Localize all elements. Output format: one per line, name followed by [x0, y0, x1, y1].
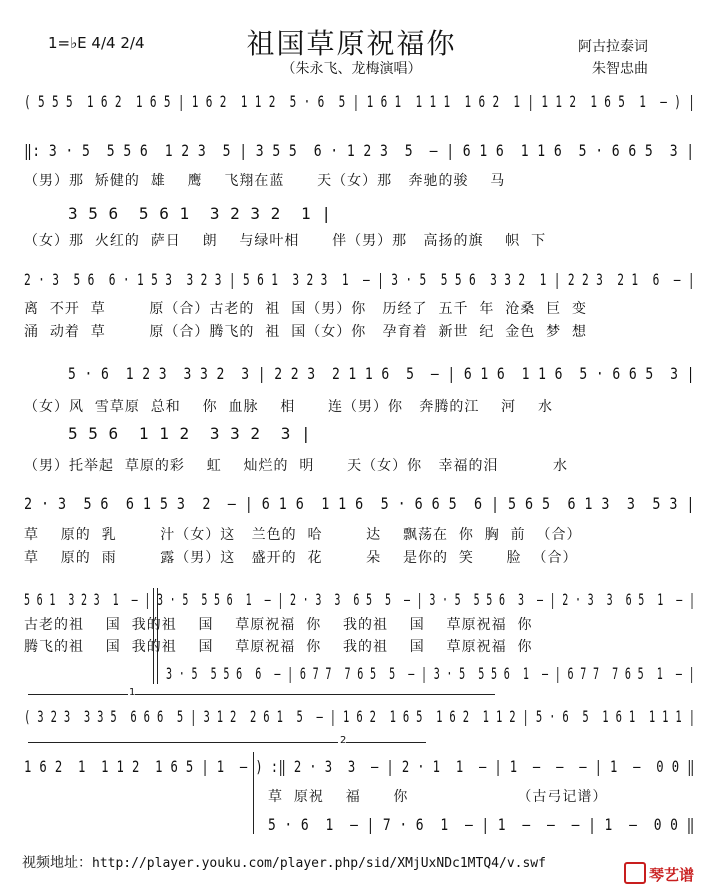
logo-icon	[624, 862, 646, 884]
lyrics-line-3b: 涌 动着 草 原（合）腾飞的 祖 国（女）你 孕育着 新世 纪 金色 梦 想	[24, 324, 588, 340]
volta-1-bracket-tail	[135, 694, 495, 695]
logo-text: 琴艺谱	[649, 866, 695, 884]
volta-1-label: 1	[129, 687, 136, 698]
score-line-1: ‖: 3 · 5 5 5 6 1 2 3 5 | 3 5 5 6 · 1 2 3 5 – | 6 1 6 1 1 6 5 · 6 6 5 3 |	[24, 141, 695, 160]
lyrics-line-7b: 腾飞的祖 国 我的祖 国 草原祝福 你 我的祖 国 草原祝福 你	[24, 639, 533, 655]
volta-1-bracket	[28, 694, 128, 695]
lyrics-line-4: （女）风 雪草原 总和 你 血脉 相 连（男）你 奔腾的江 河 水	[24, 399, 553, 415]
volta-2-bracket	[28, 742, 338, 743]
score-line-intro: ( 5 5 5 1 6 2 1 6 5 | 1 6 2 1 1 2 5 · 6 5 | 1 6 1 1 1 1 1 6 2 1 | 1 1 2 1 6 5 1 – ) |	[24, 92, 696, 111]
lyricist-credit: 阿古拉泰词	[578, 39, 648, 55]
volta-2-label: 2	[340, 735, 347, 746]
score-line-5: 5 5 6 1 1 2 3 3 2 3 |	[68, 424, 312, 443]
volta-2-bracket-tail	[346, 742, 426, 743]
site-logo	[624, 862, 694, 885]
score-line-6: 2 · 3 5 6 6 1 5 3 2 – | 6 1 6 1 1 6 5 · 6 6 5 6 | 5 6 5 6 1 3 3 5 3 |	[24, 494, 695, 513]
video-url[interactable]: http://player.youku.com/player.php/sid/XMjUxNDc1MTQ4/v.swf	[92, 856, 546, 871]
performers: （朱永飞、龙梅演唱）	[281, 61, 422, 77]
lyrics-line-7a: 古老的祖 国 我的祖 国 草原祝福 你 我的祖 国 草原祝福 你	[24, 617, 533, 633]
video-link-row	[22, 852, 546, 872]
lyrics-line-6b: 草 原的 雨 露（男）这 盛开的 花 朵 是你的 笑 脸 （合）	[24, 550, 578, 566]
lyrics-line-3a: 离 不开 草 原（合）古老的 祖 国（男）你 历经了 五千 年 沧桑 巨 变	[24, 301, 588, 317]
score-line-3: 2 · 3 5 6 6 · 1 5 3 3 2 3 | 5 6 1 3 2 3 1 – | 3 · 5 5 5 6 3 3 2 1 | 2 2 3 2 1 6 – |	[24, 270, 695, 289]
score-line-2: 3 5 6 5 6 1 3 2 3 2 1 |	[68, 204, 332, 223]
lyrics-line-5: （男）托举起 草原的彩 虹 灿烂的 明 天（女）你 幸福的泪 水	[24, 458, 568, 474]
composer-credit: 朱智忠曲	[592, 61, 648, 77]
lyrics-line-2: （女）那 火红的 萨日 朗 与绿叶相 伴（男）那 高扬的旗 帜 下	[24, 233, 547, 249]
score-line-8: 3 · 5 5 5 6 6 – | 6 7 7 7 6 5 5 – | 3 · 5 5 5 6 1 – | 6 7 7 7 6 5 1 – |	[166, 664, 696, 683]
key-signature: 1=♭E 4/4 2/4	[48, 34, 145, 52]
score-line-10: 1 6 2 1 1 1 2 1 6 5 | 1 – ) :‖ 2 · 3 3 – | 2 · 1 1 – | 1 – – – | 1 – 0 0 ‖	[24, 757, 695, 776]
score-line-11: 5 · 6 1 – | 7 · 6 1 – | 1 – – – | 1 – 0 0 ‖	[268, 815, 695, 834]
song-title: 祖国草原祝福你	[246, 27, 457, 60]
score-line-7: 5 6 1 3 2 3 1 – | 3 · 5 5 5 6 1 – | 2 · 3 3 6 5 5 – | 3 · 5 5 5 6 3 – | 2 · 3 3 6 5 1 – |	[24, 590, 696, 609]
score-line-9: ( 3 2 3 3 3 5 6 6 6 5 | 3 1 2 2 6 1 5 – | 1 6 2 1 6 5 1 6 2 1 1 2 | 5 · 6 5 1 6 1 1 1 1 |	[24, 707, 696, 726]
lyrics-line-1: （男）那 矫健的 雄 鹰 飞翔在蓝 天（女）那 奔驰的骏 马	[24, 173, 506, 189]
lyrics-line-6a: 草 原的 乳 汁（女）这 兰色的 哈 达 飘荡在 你 胸 前 （合）	[24, 527, 582, 543]
lyrics-line-10: 草 原祝 福 你 （古弓记谱）	[268, 789, 608, 805]
video-label: 视频地址：	[22, 855, 92, 871]
score-line-4: 5 · 6 1 2 3 3 3 2 3 | 2 2 3 2 1 1 6 5 – | 6 1 6 1 1 6 5 · 6 6 5 3 |	[68, 364, 695, 383]
